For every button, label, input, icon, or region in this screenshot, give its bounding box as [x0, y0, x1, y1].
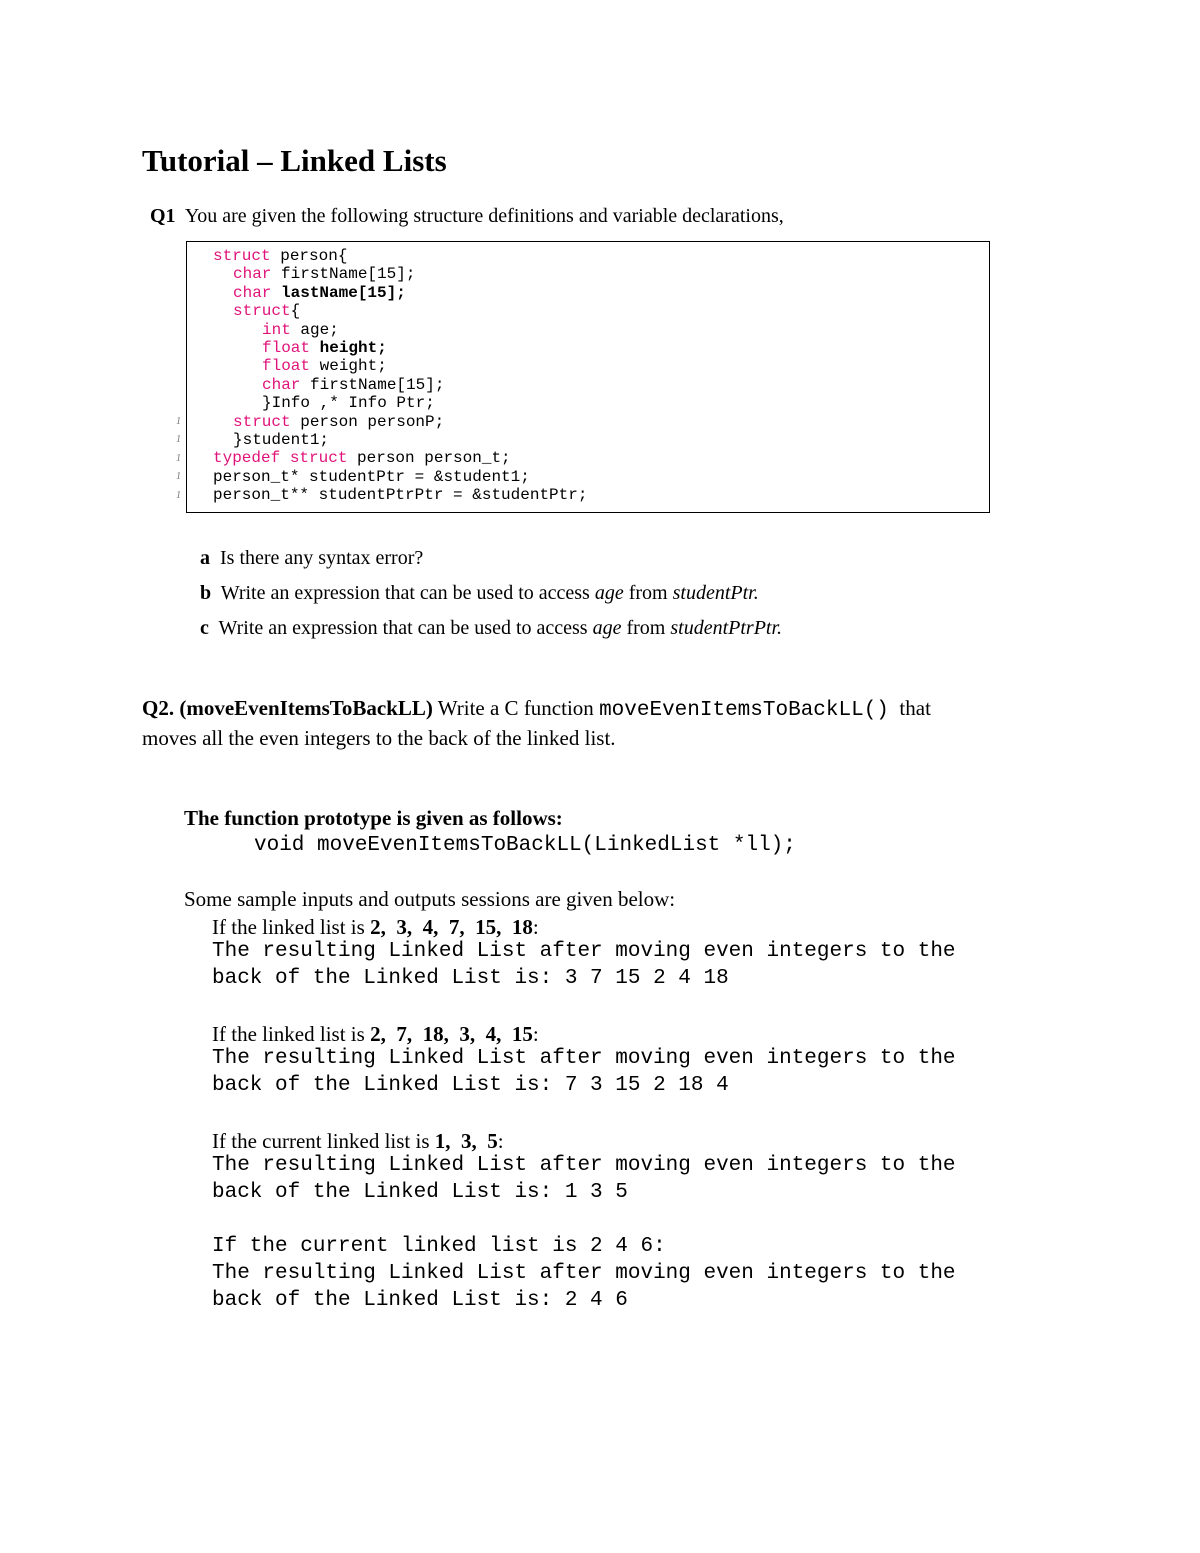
code-line	[233, 302, 300, 320]
page-title: Tutorial – Linked Lists	[142, 143, 447, 178]
line-marker: 1	[176, 490, 181, 501]
code-text: }student1;	[233, 431, 330, 449]
q2-function-name: moveEvenItemsToBackLL()	[599, 699, 889, 722]
sample-case-2-header: If the linked list is 2, 7, 18, 3, 4, 15:	[212, 1022, 539, 1046]
code-line	[213, 247, 347, 265]
code-line	[233, 265, 415, 283]
code-text: height;	[310, 339, 387, 357]
code-text: person{	[270, 247, 348, 265]
q1-sub-a: a Is there any syntax error?	[200, 547, 424, 569]
code-line	[262, 376, 444, 394]
sample-case-4-output-line1: The resulting Linked List after moving even integers to the	[212, 1262, 956, 1285]
code-text: person personP;	[290, 412, 445, 431]
line-marker: 1	[176, 416, 181, 427]
code-keyword: typedef struct	[213, 449, 348, 468]
q1-sub-c: c Write an expression that can be used to access age from studentPtrPtr.	[200, 617, 783, 639]
code-line	[262, 339, 387, 357]
q1-sub-b: b Write an expression that can be used to access age from studentPtr.	[200, 582, 759, 604]
code-text: weight;	[310, 357, 387, 376]
q2-heading: Q2. (moveEvenItemsToBackLL)	[142, 696, 433, 720]
code-text: lastName[15];	[271, 283, 406, 302]
sample-case-4-header: If the current linked list is 2 4 6:	[212, 1235, 666, 1258]
code-keyword: struct	[233, 412, 291, 431]
code-keyword: char	[233, 265, 272, 284]
code-keyword: char	[262, 375, 301, 394]
code-keyword: struct	[233, 302, 291, 321]
sample-case-3-output-line1: The resulting Linked List after moving even integers to the	[212, 1154, 956, 1177]
sample-case-3-output-line2: back of the Linked List is: 1 3 5	[212, 1181, 628, 1204]
code-text: age;	[290, 320, 339, 339]
code-keyword: float	[262, 357, 311, 376]
samples-heading: Some sample inputs and outputs sessions are given below:	[184, 887, 676, 911]
prototype-code: void moveEvenItemsToBackLL(LinkedList *ll);	[254, 834, 796, 857]
code-text: person_t* studentPtr = &student1;	[213, 467, 530, 486]
code-text: firstName[15];	[271, 265, 416, 284]
sample-case-4-output-line2: back of the Linked List is: 2 4 6	[212, 1289, 628, 1312]
code-keyword: struct	[213, 247, 271, 265]
prototype-heading: The function prototype is given as follows:	[184, 806, 563, 830]
code-keyword: int	[262, 320, 291, 339]
code-text: person_t** studentPtrPtr = &studentPtr;	[213, 486, 588, 505]
code-line	[213, 486, 587, 504]
line-marker: 1	[176, 453, 181, 464]
code-line	[262, 357, 387, 375]
q1-prompt	[150, 205, 784, 228]
line-marker: 1	[176, 434, 181, 445]
code-text: person person_t;	[347, 449, 511, 468]
code-line	[233, 413, 444, 431]
code-line	[233, 431, 329, 449]
sample-case-2-output-line1: The resulting Linked List after moving even integers to the	[212, 1047, 956, 1070]
q2-prompt: Q2. (moveEvenItemsToBackLL) Write a C function moveEvenItemsToBackLL() that	[142, 696, 931, 722]
code-line	[213, 468, 530, 486]
sample-case-1-output-line1: The resulting Linked List after moving even integers to the	[212, 940, 956, 963]
code-text: firstName[15];	[300, 375, 445, 394]
code-keyword: float	[262, 339, 311, 357]
sample-case-1-output-line2: back of the Linked List is: 3 7 15 2 4 18	[212, 967, 729, 990]
code-keyword: char	[233, 283, 272, 302]
sample-case-1-header: If the linked list is 2, 3, 4, 7, 15, 18:	[212, 915, 539, 939]
q1-label: Q1	[150, 205, 176, 227]
sample-case-2-output-line2: back of the Linked List is: 7 3 15 2 18 4	[212, 1074, 729, 1097]
code-text: {	[290, 302, 301, 321]
code-line	[262, 321, 339, 339]
code-text: }Info ,* Info Ptr;	[262, 394, 435, 413]
line-marker: 1	[176, 471, 181, 482]
code-line	[262, 394, 435, 412]
q1-text: You are given the following structure definitions and variable declarations,	[184, 205, 784, 227]
q2-description: moves all the even integers to the back of the linked list.	[142, 726, 616, 750]
code-line	[233, 284, 406, 302]
code-line	[213, 449, 511, 467]
sample-case-3-header: If the current linked list is 1, 3, 5:	[212, 1129, 504, 1153]
